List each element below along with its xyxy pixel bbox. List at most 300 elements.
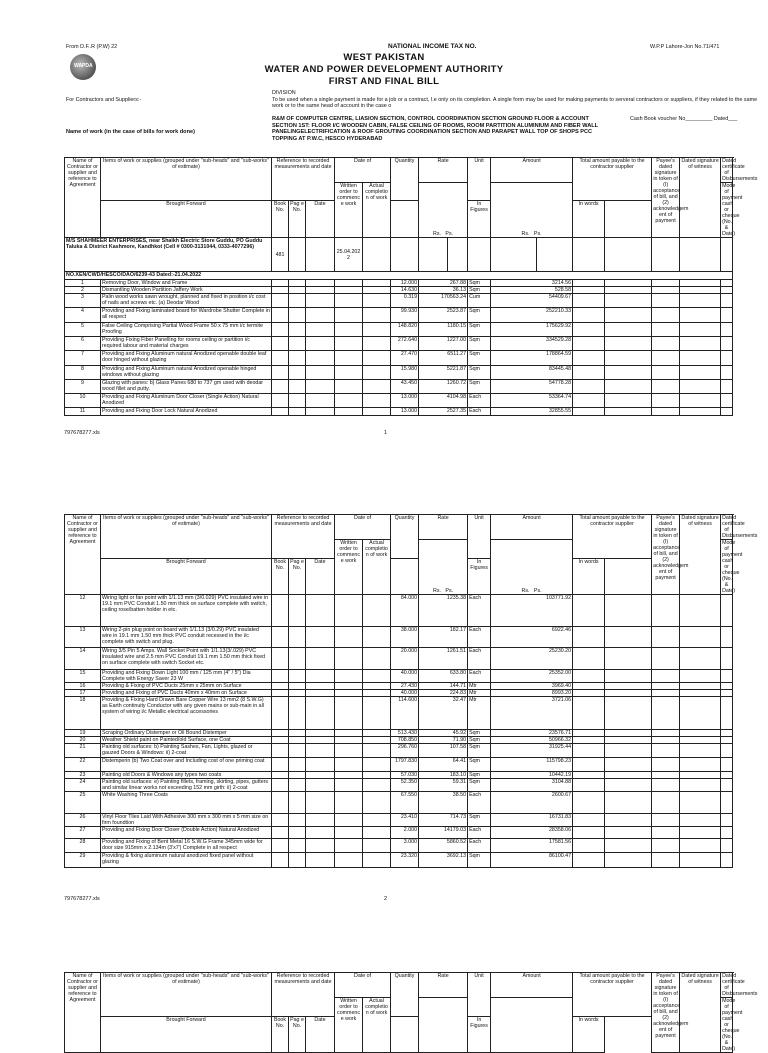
cell-rate: 4104.98	[419, 394, 468, 408]
cell-rate: 267.88	[419, 280, 468, 287]
org-line-1: WEST PAKISTAN	[343, 52, 425, 63]
table-row	[65, 730, 733, 737]
col-date-of: Date of	[335, 515, 391, 540]
cell-rate: 71.90	[419, 737, 468, 744]
wapda-logo-icon: WAPDA	[70, 54, 96, 80]
col-date-of: Date of	[335, 158, 391, 183]
cell-rate: 2523.87	[419, 308, 468, 323]
bill-table-page-2	[64, 514, 758, 868]
cell-item: Providing and Fixing Down Light 100 mm / 125 mm (4" / 5") Dia Complete with Energy Saver 23 W	[101, 670, 272, 683]
cell-no: 8	[65, 366, 101, 380]
col-reference: Reference to recorded measurements and date	[272, 158, 335, 201]
cell-qty: 23.320	[391, 853, 419, 868]
cell-no: 3	[65, 294, 101, 308]
col-witness: Dated signature of witness	[680, 515, 721, 595]
cell-no: 2	[65, 287, 101, 294]
col-reference: Reference to recorded measurements and date	[272, 515, 335, 559]
cell-amt: 3104.88	[491, 779, 573, 792]
col-written: Written order to commenc e work	[335, 540, 363, 595]
col-payee: Payee's dated signature in token of (I) acceptance of bill, and (2) acknowledgem ent of payment	[652, 515, 680, 595]
col-brought: Brought Forward	[101, 200, 272, 238]
cell-qty: 43.450	[391, 380, 419, 394]
cell-rate: 6511.27	[419, 351, 468, 366]
col-date-of: Date of	[335, 973, 391, 998]
col-date: Date	[306, 1017, 335, 1053]
cell-unit: Sqm	[468, 814, 491, 827]
col-unit: Unit	[468, 158, 491, 201]
col-name: Name of Contractor or supplier and reference to Agreement	[65, 973, 101, 1053]
cell-qty: 40.000	[391, 670, 419, 683]
table-row	[65, 772, 733, 779]
cell-amt: 54409.67	[491, 294, 573, 308]
col-actual: Actual completio n of work	[363, 540, 391, 595]
cell-rate: 64.41	[419, 758, 468, 772]
cell-amt: 103771.92	[491, 595, 573, 627]
cell-amt: 2600.67	[491, 792, 573, 814]
cell-amt: 53364.74	[491, 394, 573, 408]
cell-amt: 8993.20	[491, 690, 573, 697]
cell-no: 13	[65, 627, 101, 648]
cell-rate: 5221.87	[419, 366, 468, 380]
col-unit-blank	[391, 559, 419, 595]
cell-unit: Cum	[468, 294, 491, 308]
footer-file-2: 797678277.xls	[64, 896, 100, 902]
cell-unit: Each	[468, 408, 491, 416]
cell-qty: 114.600	[391, 697, 419, 730]
col-witness: Dated signature of witness	[680, 973, 721, 1053]
cell-rate: 1227.00	[419, 337, 468, 351]
col-amount: Amount	[491, 973, 573, 998]
cell-qty: 13.000	[391, 394, 419, 408]
cell-item: Painting old surfaces: b) Painting Sashes, Fan, Lights, glazed or gauzed Doors & Windows: ii) 2-coat	[101, 744, 272, 758]
col-payee: Payee's dated signature in token of (I) acceptance of bill, and (2) acknowledgem ent of payment	[652, 158, 680, 238]
cell-unit: Sqm	[468, 779, 491, 792]
col-dated-cert: Dated certificate of Disbursements	[722, 158, 758, 182]
cell-item: Removing Door, Window and Frame	[101, 280, 272, 287]
cell-rate: 183.10	[419, 772, 468, 779]
amount-rs: Rs.	[521, 231, 530, 237]
cell-qty: 84.000	[391, 595, 419, 627]
contractor-written-date: 25.04.202 2	[335, 238, 363, 272]
table-row	[65, 627, 733, 648]
cell-item: Providing and Fixing Aluminum natural Anodized openable hinged windows without glazing	[101, 366, 272, 380]
cell-unit: Each	[468, 839, 491, 853]
col-reference: Reference to recorded measurements and date	[272, 973, 335, 1017]
bill-table-page-3	[64, 972, 758, 1053]
cell-rate: 1260.72	[419, 380, 468, 394]
cell-qty: 272.640	[391, 337, 419, 351]
cell-no: 11	[65, 408, 101, 416]
work-description: R&M OF COMPUTER CENTRE, LIASION SECTION, CONTROL COORDINATION SECTION GROUND FLOOR & ACCOUNT SECTION 1ST: FLOOR I/C WOODEN CABIN, FALSE CEILING OF ROOMS, ROOM PARTITION ALUMINIUM AND FIBER WALL PANELINGELECTRIFICATION & ROOF GROUTING COORDINATION SECTION AND PARAPET WALL TOP OF SHOPS PCC TOPPING AT P.W.C, HESCO HYDERABAD	[272, 116, 598, 142]
col-amount: Amount	[491, 515, 573, 540]
cell-no: 14	[65, 648, 101, 670]
cell-qty: 3.000	[391, 839, 419, 853]
cell-qty: 708.850	[391, 737, 419, 744]
col-mode: Mode of payment cash or cheque (No. & Date)	[722, 540, 743, 594]
col-total: Total amount payable to the contractor supplier	[573, 158, 652, 201]
cell-no: 22	[65, 758, 101, 772]
table-row	[65, 690, 733, 697]
cell-unit: Sqm	[468, 351, 491, 366]
from-label: From D.F..R (P.W) 22	[66, 44, 118, 50]
cell-rate: 1261.51	[419, 648, 468, 670]
cell-amt: 32855.55	[491, 408, 573, 416]
col-name: Name of Contractor or supplier and reference to Agreement	[65, 515, 101, 595]
table-row	[65, 744, 733, 758]
cell-item: Wiring 2-pin plug point on board with 1/1.13 (3/0.29) PVC insulated wire in 19.1 mm 1.50 mm thick PVC conduit recessed in the i/c complete with switch and plug.	[101, 627, 272, 648]
cell-item: Providing and Fixing Door Lock Natural Anodized	[101, 408, 272, 416]
col-words: In words	[573, 559, 605, 595]
cell-no: 20	[65, 737, 101, 744]
cell-item: White Washing Three Coats	[101, 792, 272, 814]
cell-amt: 178864.59	[491, 351, 573, 366]
cell-rate: 714.73	[419, 814, 468, 827]
cell-no: 26	[65, 814, 101, 827]
cell-rate: 36.13	[419, 287, 468, 294]
col-unit: Unit	[468, 973, 491, 1017]
cell-no: 12	[65, 595, 101, 627]
cell-no: 6	[65, 337, 101, 351]
contractor-name: M/S SHAHMEER ENTERPRISES, near Shaikh Electric Store Guddu, PO Guddu Taluka & District Kashmore, Kandhkot (Cell # 0300-3131044, 0333-4077296)	[65, 238, 272, 272]
col-witness: Dated signature of witness	[680, 158, 721, 238]
cell-unit: Each	[468, 670, 491, 683]
cell-no: 27	[65, 827, 101, 839]
cell-no: 15	[65, 670, 101, 683]
col-book: Book No.	[272, 1017, 289, 1053]
rate-rs: Rs.	[433, 231, 441, 237]
cell-unit: Sqm	[468, 287, 491, 294]
amount-ps: Ps.	[533, 231, 542, 237]
col-written: Written order to commenc e work	[335, 183, 363, 238]
cell-amt: 28358.06	[491, 827, 573, 839]
footer-page-1: 1	[384, 430, 388, 436]
cell-amt: 175629.92	[491, 323, 573, 337]
work-label: Name of work (in the case of bills for work done)	[66, 129, 195, 135]
table-row	[65, 294, 733, 308]
amount-ps: Ps.	[533, 588, 542, 594]
cell-rate: 59.31	[419, 779, 468, 792]
col-items: Items of work or supplies (grouped under "sub-heads" and "sub-works" of estimate)	[101, 515, 272, 559]
cell-item: Providing and Fixing Door Closer (Double Action) Natural Anodized	[101, 827, 272, 839]
division-label: DIVISION	[272, 90, 296, 96]
cell-rate: 107.58	[419, 744, 468, 758]
cell-unit: Sqm	[468, 737, 491, 744]
col-payee: Payee's dated signature in token of (I) acceptance of bill, and (2) acknowledgem ent of payment	[652, 973, 680, 1053]
cell-amt: 252210.33	[491, 308, 573, 323]
table-row	[65, 839, 733, 853]
cell-unit: Sqm	[468, 380, 491, 394]
col-brought: Brought Forward	[101, 559, 272, 595]
col-name: Name of Contractor or supplier and reference to Agreement	[65, 158, 101, 238]
cell-item: Providing and Fixing of Bent Metal 16 S.W.G Frame 345mm wide for door size 915mm x 2.134m (3'x7') Complete in all respect	[101, 839, 272, 853]
cell-qty: 1797.830	[391, 758, 419, 772]
cell-unit: Each	[468, 394, 491, 408]
contractors-label: For Contractors and Suppliers:-	[66, 97, 142, 103]
col-total: Total amount payable to the contractor supplier	[573, 973, 652, 1017]
cell-rate: 224.83	[419, 690, 468, 697]
cell-amt: 16731.83	[491, 814, 573, 827]
cell-no: 19	[65, 730, 101, 737]
col-actual: Actual completio n of work	[363, 183, 391, 238]
cell-amt: 54778.28	[491, 380, 573, 394]
cell-amt: 3969.40	[491, 683, 573, 690]
cell-unit: Each	[468, 648, 491, 670]
col-date: Date	[306, 559, 335, 595]
table-row	[65, 758, 733, 772]
cell-qty: 20.000	[391, 648, 419, 670]
cell-rate: 1180.15	[419, 323, 468, 337]
cell-item: Vinyl Floor Tiles Laid With Adhesive 300 mm x 300 mm x 5 mm size on firm foundtion	[101, 814, 272, 827]
cell-rate: 14179.03	[419, 827, 468, 839]
cell-no: 10	[65, 394, 101, 408]
col-items: Items of work or supplies (grouped under "sub-heads" and "sub-works" of estimate)	[101, 158, 272, 201]
col-mode: Mode of payment cash or cheque (No. & Date)	[722, 998, 743, 1052]
income-tax-label: NATIONAL INCOME TAX NO.	[388, 43, 477, 50]
table-row	[65, 853, 733, 868]
col-rate: Rate	[419, 158, 468, 183]
contractor-book: 481	[272, 238, 289, 272]
cell-unit: Sqm	[468, 337, 491, 351]
cell-item: False Ceiling Comprising Partial Wood Frame 50 x 75 mm i/c termite Proofing	[101, 323, 272, 337]
table-row	[65, 737, 733, 744]
rate-ps: Ps.	[445, 231, 454, 237]
cell-rate: 5860.52	[419, 839, 468, 853]
table-row	[65, 683, 733, 690]
cell-rate: 1235.38	[419, 595, 468, 627]
table-row	[65, 827, 733, 839]
wpp-label: W.P.P Lahore-Jon No.71/471	[650, 44, 720, 50]
bill-title: FIRST AND FINAL BILL	[328, 76, 440, 87]
col-brought: Brought Forward	[101, 1017, 272, 1053]
cell-unit: Each	[468, 792, 491, 814]
cell-qty: 27.430	[391, 683, 419, 690]
col-actual: Actual completio n of work	[363, 998, 391, 1053]
col-quantity: Quantity	[391, 515, 419, 559]
cell-rate: 182.17	[419, 627, 468, 648]
cell-rate: 3692.13	[419, 853, 468, 868]
table-row	[65, 814, 733, 827]
cell-qty: 296.760	[391, 744, 419, 758]
cell-qty: 2.000	[391, 827, 419, 839]
cell-unit: Each	[468, 595, 491, 627]
col-unit: Unit	[468, 515, 491, 559]
cell-item: Wiring 3/5 Pin 5 Amps. Wall Socket Point with 1/1.13(3/.029) PVC insulated wire and 2.5 mm PVC Conduit 19.1 mm 1.50 mm thick fixed on surface complete with switch Socket etc.	[101, 648, 272, 670]
cell-qty: 67.550	[391, 792, 419, 814]
cell-unit: Sqm	[468, 730, 491, 737]
table-row	[65, 337, 733, 351]
bill-table-page-1	[64, 157, 758, 416]
rate-ps: Ps.	[445, 588, 454, 594]
cell-no: 18	[65, 697, 101, 730]
cell-amt: 83445.48	[491, 366, 573, 380]
cell-amt: 25352.00	[491, 670, 573, 683]
col-rate: Rate	[419, 973, 468, 998]
cell-unit: Sqm	[468, 853, 491, 868]
cell-unit: Sqm	[468, 280, 491, 287]
cell-item: Providing and Fixing Aluminum natural Anodized openable double leaf door hinged without glazing	[101, 351, 272, 366]
cell-item: Providing and Fixing of PVC Ducts 40mm x 40mm on Surface	[101, 690, 272, 697]
cell-item: Providing Fixing Fiber Panelling for rooms ceiling or partition i/c required labour and material charges	[101, 337, 272, 351]
footer-page-2: 2	[384, 896, 388, 902]
cell-item: Glazing with panes: b) Glass Panes 680 to 737 gm used with deodar wood fillet and putty.	[101, 380, 272, 394]
cell-no: 16	[65, 683, 101, 690]
cell-qty: 14.630	[391, 287, 419, 294]
cell-unit: Sqm	[468, 323, 491, 337]
cell-no: 28	[65, 839, 101, 853]
col-date: Date	[306, 200, 335, 238]
cell-item: Painting old Doors & Windows any types two coats	[101, 772, 272, 779]
col-amount: Amount	[491, 158, 573, 183]
cell-qty: 0.319	[391, 294, 419, 308]
col-words: In words	[573, 200, 605, 238]
cell-item: Scraping Ordinary Distemper or Oil Bound Distemper	[101, 730, 272, 737]
cell-qty: 13.000	[391, 408, 419, 416]
cell-amt: 528.58	[491, 287, 573, 294]
cell-no: 1	[65, 280, 101, 287]
cell-no: 25	[65, 792, 101, 814]
cell-unit: Mtr	[468, 690, 491, 697]
cell-item: Palin wood works sawn wrought, planned and fixed in position i/c cost of nails and screws etc. (a) Deodar Wood	[101, 294, 272, 308]
cell-item: Wiring light or fan point with 1/1.13 mm (3/0.029) PVC insulated wire in 19.1 mm PVC Conduit 1.50 mm thick on surface complete with switch, ceiling rose/batten holder in etc.	[101, 595, 272, 627]
cell-rate: 633.80	[419, 670, 468, 683]
rate-rs: Rs.	[433, 588, 441, 594]
cell-rate: 38.50	[419, 792, 468, 814]
cell-rate: 2527.35	[419, 408, 468, 416]
cell-qty: 513.430	[391, 730, 419, 737]
table-row	[65, 595, 733, 627]
cell-qty: 52.350	[391, 779, 419, 792]
cell-unit: Mtr	[468, 697, 491, 730]
col-figures: In Figures	[468, 559, 491, 595]
col-rate: Rate	[419, 515, 468, 540]
cell-rate: 45.92	[419, 730, 468, 737]
cell-rate: 32.47	[419, 697, 468, 730]
cell-item: Providing & Fixing of PVC Ducts 25mm x 25mm on Surface	[101, 683, 272, 690]
cell-no: 21	[65, 744, 101, 758]
cell-amt: 10442.19	[491, 772, 573, 779]
col-quantity: Quantity	[391, 158, 419, 201]
cell-amt: 17581.56	[491, 839, 573, 853]
org-line-2: WATER AND POWER DEVELOPMENT AUTHORITY	[264, 64, 504, 75]
table-row	[65, 287, 733, 294]
cell-qty: 40.000	[391, 690, 419, 697]
cell-item: Distemperin (b) Two Coat over and Including cost of one priming coat	[101, 758, 272, 772]
col-book: Book No.	[272, 200, 289, 238]
col-page: Pag e No.	[289, 1017, 306, 1053]
instructions-text: To be used when a single payment is made for a job or a contract, I.e only on its completion. A single form may be used for making payments to serveral contractors or suppliers, if they related to the same work or to the same head of account in the case o	[272, 97, 758, 110]
cell-qty: 148.820	[391, 323, 419, 337]
cell-amt: 25230.20	[491, 648, 573, 670]
col-mode: Mode of payment cash or cheque (No. & Date)	[722, 183, 743, 237]
cell-item: Weather Shield paint on Painted/old Surface, one Coat	[101, 737, 272, 744]
cell-qty: 15.980	[391, 366, 419, 380]
cell-qty: 23.410	[391, 814, 419, 827]
cell-rate: 170563.24	[419, 294, 468, 308]
cell-unit: Sqm	[468, 758, 491, 772]
cell-item: Providing & Fixing Hard Drawn Bare Copper Wire 13 mm2 (8 S.W.G) as Earth continuity Conductor with any given mains or sub-main in all system of wiring i/c Metallic electrical accessories	[101, 697, 272, 730]
cell-qty: 27.470	[391, 351, 419, 366]
cell-qty: 38.000	[391, 627, 419, 648]
col-total: Total amount payable to the contractor supplier	[573, 515, 652, 559]
cell-qty: 57.030	[391, 772, 419, 779]
cell-rate: 144.71	[419, 683, 468, 690]
table-row	[65, 670, 733, 683]
col-words: In words	[573, 1017, 605, 1053]
cell-amt: 3721.06	[491, 697, 573, 730]
cell-no: 9	[65, 380, 101, 394]
col-items: Items of work or supplies (grouped under "sub-heads" and "sub-works" of estimate)	[101, 973, 272, 1017]
cell-item: Painting old surfaces: e) Painting fillets, framing, skirting, pipes, gutters and similar linear works not exceeding 152 mm girth: ii) 2-coat	[101, 779, 272, 792]
table-row	[65, 308, 733, 323]
cell-item: Dismantling Wooden Partition Jaffery Work	[101, 287, 272, 294]
cell-no: 23	[65, 772, 101, 779]
cell-unit: Sqm	[468, 366, 491, 380]
col-quantity: Quantity	[391, 973, 419, 1017]
table-row	[65, 408, 733, 416]
cell-amt: 334529.28	[491, 337, 573, 351]
cell-amt: 23576.71	[491, 730, 573, 737]
footer-file-1: 797678277.xls	[64, 430, 100, 436]
cell-no: 4	[65, 308, 101, 323]
table-row	[65, 792, 733, 814]
table-row	[65, 779, 733, 792]
cell-no: 29	[65, 853, 101, 868]
table-row	[65, 323, 733, 337]
cell-no: 24	[65, 779, 101, 792]
cash-book-voucher: Cash Book voucher No_________ Dated___	[630, 116, 738, 122]
cell-no: 7	[65, 351, 101, 366]
table-row	[65, 280, 733, 287]
col-figures: In Figures	[468, 1017, 491, 1053]
table-row	[65, 351, 733, 366]
cell-unit: Sqm	[468, 772, 491, 779]
cell-amt: 31925.44	[491, 744, 573, 758]
cell-item: Providing & fixing aluminum natural anodized fixed panel without glazing	[101, 853, 272, 868]
col-unit-blank	[391, 200, 419, 238]
col-page: Pag e No.	[289, 200, 306, 238]
cell-unit: Mtr	[468, 683, 491, 690]
col-figures: In Figures	[468, 200, 491, 238]
cell-unit: Each	[468, 827, 491, 839]
table-row	[65, 394, 733, 408]
cell-amt: 3214.56	[491, 280, 573, 287]
table-row	[65, 380, 733, 394]
table-row	[65, 697, 733, 730]
cell-amt: 6922.46	[491, 627, 573, 648]
cell-item: Providing and Fixing Aluminum Door Closer (Single Action) Natural Anodized	[101, 394, 272, 408]
cell-amt: 115798.23	[491, 758, 573, 772]
col-written: Written order to commenc e work	[335, 998, 363, 1053]
cell-amt: 50966.32	[491, 737, 573, 744]
table-row	[65, 366, 733, 380]
cell-amt: 86100.47	[491, 853, 573, 868]
cell-no: 5	[65, 323, 101, 337]
cell-unit: Sqm	[468, 308, 491, 323]
table-row	[65, 648, 733, 670]
cell-unit: Each	[468, 627, 491, 648]
cell-unit: Sqm	[468, 744, 491, 758]
cell-qty: 12.000	[391, 280, 419, 287]
contractor-ref: NO.XEN/CWD/HESCO/DAO/6239-43 Dated:-21.04.2022	[65, 272, 733, 280]
amount-rs: Rs.	[521, 588, 530, 594]
cell-item: Providing and Fixing laminated board for Wardrobe Shutter Complete in all respect	[101, 308, 272, 323]
cell-no: 17	[65, 690, 101, 697]
cell-qty: 99.930	[391, 308, 419, 323]
col-dated-cert: Dated certificate of Disbursements	[722, 515, 758, 539]
col-page: Pag e No.	[289, 559, 306, 595]
col-dated-cert: Dated certificate of Disbursements	[722, 973, 758, 997]
col-book: Book No.	[272, 559, 289, 595]
